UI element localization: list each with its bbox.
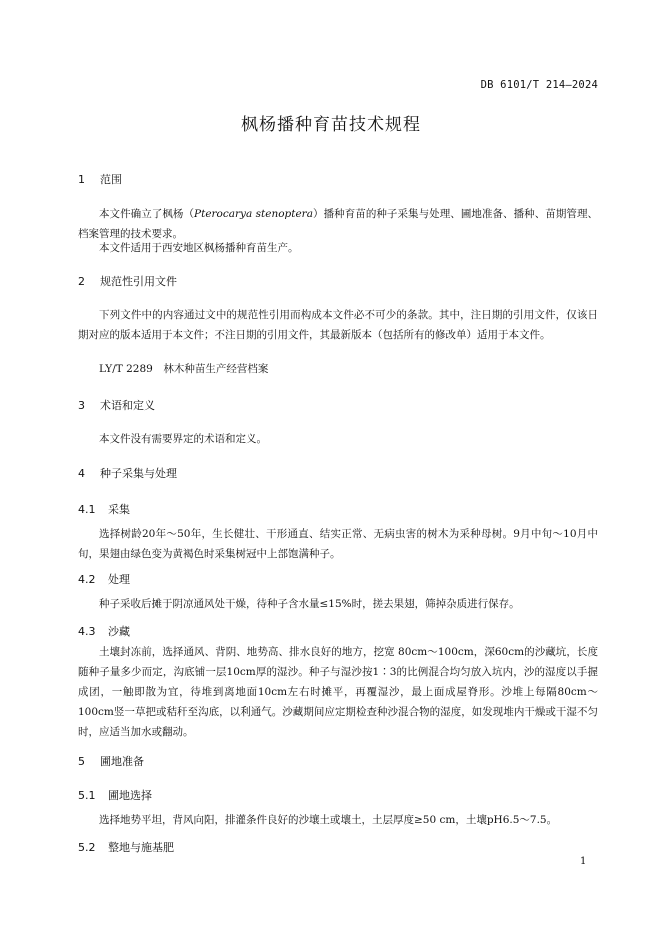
section-heading-5: 5 圃地准备 xyxy=(78,755,144,768)
subsection-heading-4-1: 4.1 采集 xyxy=(78,503,130,516)
page-title: 枫杨播种育苗技术规程 xyxy=(241,115,421,135)
paragraph: 选择树龄20年～50年，生长健壮、干形通直、结实正常、无病虫害的树木为采种母树。9月中旬～10月中旬，果翅由绿色变为黄褐色时采集树冠中上部饱满种子。 xyxy=(78,528,598,560)
paragraph: 本文件没有需要界定的术语和定义。 xyxy=(99,433,267,445)
section-heading-4: 4 种子采集与处理 xyxy=(78,467,177,480)
subsection-heading-5-2: 5.2 整地与施基肥 xyxy=(78,841,174,854)
normative-reference: LY/T 2289 林木种苗生产经营档案 xyxy=(99,363,269,375)
document-code: DB 6101/T 214—2024 xyxy=(480,79,598,91)
paragraph: 种子采收后摊于阴凉通风处干燥，待种子含水量≤15%时，搓去果翅，筛掉杂质进行保存。 xyxy=(99,598,520,610)
subsection-heading-4-3: 4.3 沙藏 xyxy=(78,625,130,638)
paragraph: 本文件适用于西安地区枫杨播种育苗生产。 xyxy=(99,242,299,254)
page-number: 1 xyxy=(580,856,587,867)
subsection-heading-4-2: 4.2 处理 xyxy=(78,573,130,586)
section-number: 1 xyxy=(78,173,85,186)
section-heading-3: 3 术语和定义 xyxy=(78,399,155,412)
section-heading-1 xyxy=(78,171,122,187)
paragraph: 本文件确立了枫杨（Pterocarya stenoptera）播种育苗的种子采集与处理、圃地准备、播种、苗期管理、档案管理的技术要求。 xyxy=(78,208,599,240)
latin-name: Pterocarya stenoptera xyxy=(194,208,313,220)
subsection-heading-5-1: 5.1 圃地选择 xyxy=(78,789,152,802)
paragraph: 选择地势平坦，背风向阳，排灌条件良好的沙壤土或壤土，土层厚度≥50 cm，土壤pH6.5～7.5。 xyxy=(99,814,558,826)
paragraph: 下列文件中的内容通过文中的规范性引用而构成本文件必不可少的条款。其中，注日期的引用文件，仅该日期对应的版本适用于本文件；不注日期的引用文件，其最新版本（包括所有的修改单）适用于本文件。 xyxy=(78,309,598,341)
section-title: 范围 xyxy=(100,173,122,186)
section-heading-2: 2 规范性引用文件 xyxy=(78,275,177,288)
paragraph: 土壤封冻前，选择通风、背阴、地势高、排水良好的地方，挖宽 80cm～100cm，深60cm的沙藏坑，长度随种子量多少而定，沟底铺一层10cm厚的湿沙。种子与湿沙按1∶3的比例混合均匀放入坑内，沙的湿度以手握成团，一触即散为宜，待堆到离地面10cm左右时摊平，再覆湿沙，最上面成屋脊形。沙堆上每隔80cm～100cm竖一草把或秸秆至沟底，以利通气。沙藏期间应定期检查种沙混合物的湿度，如发现堆内干燥或干湿不匀时，应适当加水或翻动。 xyxy=(78,646,598,738)
